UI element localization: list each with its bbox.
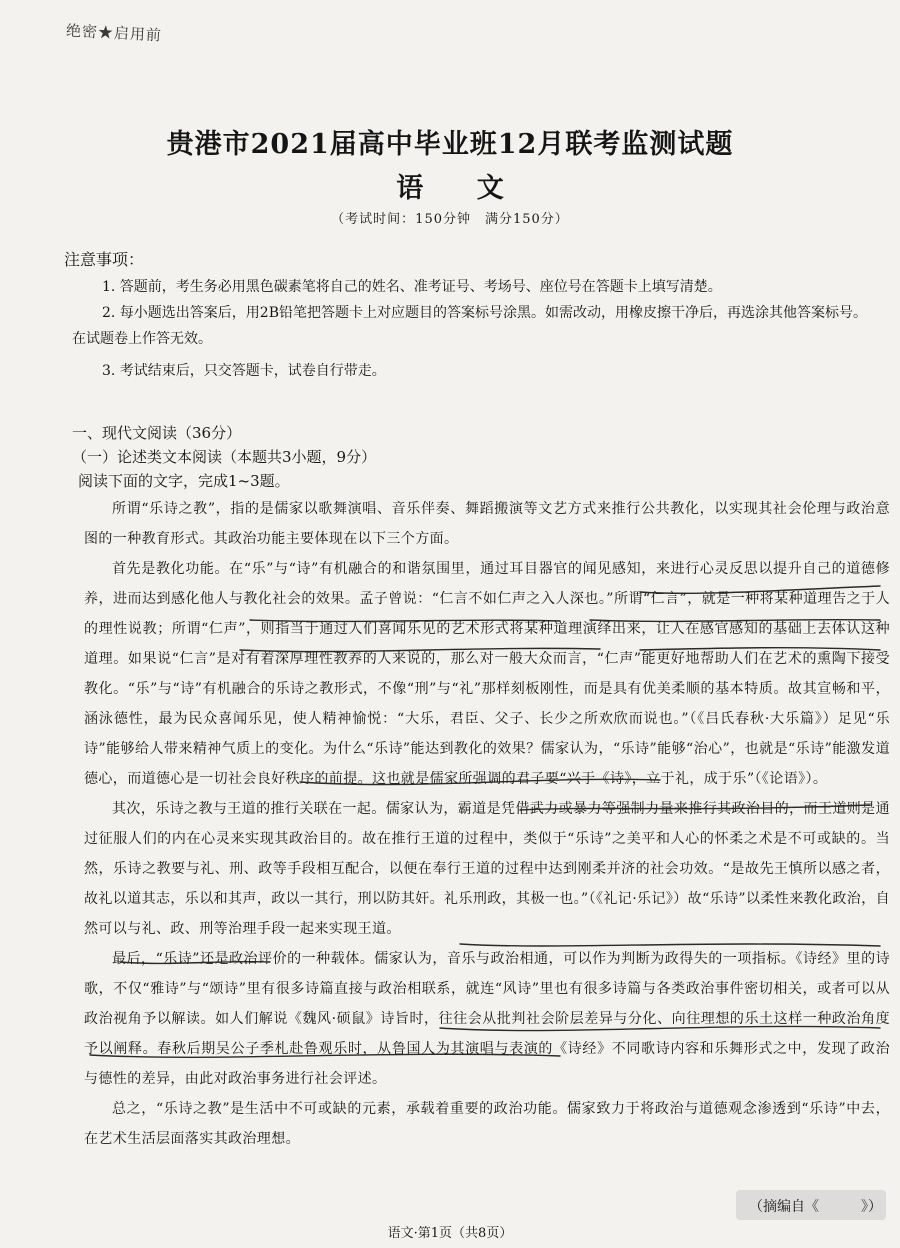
passage-paragraph-5: 总之，“乐诗之教”是生活中不可或缺的元素，承载着重要的政治功能。儒家致力于将政治与道德观念渗透到“乐诗”中去，在艺术生活层面落实其政治理想。 [84,1101,890,1147]
subsection-heading: （一）论述类文本阅读（本题共3小题，9分） [72,448,377,466]
underline-mark [240,648,600,651]
notice-item-1: 1. 答题前，考生务必用黑色碳素笔将自己的姓名、准考证号、考场号、座位号在答题卡上填写清楚。 [102,279,722,295]
passage-paragraph-2: 首先是教化功能。在“乐”与“诗”有机融合的和谐氛围里，通过耳目器官的闻见感知，来进行心灵反思以提升自己的道德修养，进而达到感化他人与教化社会的效果。孟子曾说：“仁言不如仁声之入人深也。”所谓“仁言”，就是一种将某种道理告之于人的理性说教；所谓“仁声”，则指当于通过人们喜闻乐见的艺术形式将某种道理演绎出来，让人在感官感知的基础上去体认这种道理。如果说“仁言”是对有着深厚理性教养的人来说的，那么对一般大众而言，“仁声”能更好地帮助人们在艺术的熏陶下接受教化。“乐”与“诗”有机融合的乐诗之教形式，不像“刑”与“礼”那样刻板刚性，而是具有优美柔顺的基本特质。故其宣畅和平，涵泳德性，最为民众喜闻乐见，使人精神愉悦：“大乐，君臣、父子、长少之所欢欣而说也。”（《吕氏春秋·大乐篇》）足见“乐诗”能够给人带来精神气质上的变化。为什么“乐诗”能达到教化的效果？儒家认为，“乐诗”能够“治心”，也就是“乐诗”能激发道德心，而道德心是一切社会良好秩序的前提。这也就是儒家所强调的君子要“兴于《诗》，立于礼，成于乐”（《论语》）。 [84,561,890,787]
underline-mark [440,1026,880,1030]
underline-mark [120,962,270,964]
reading-instruction: 阅读下面的文字，完成1~3题。 [78,472,290,490]
passage-paragraph-1: 所谓“乐诗之教”，指的是儒家以歌舞演唱、音乐伴奏、舞蹈搬演等文艺方式来推行公共教化，以实现其社会伦理与政治意图的一种教育形式。其政治功能主要体现在以下三个方面。 [84,501,890,547]
underline-mark [300,779,660,784]
underline-mark [640,586,880,593]
exam-title: 贵港市2021届高中毕业班12月联考监测试题 [166,129,734,160]
passage-paragraph-4: 最后，“乐诗”还是政治评价的一种载体。儒家认为，音乐与政治相通，可以作为判断为政得失的一项指标。《诗经》里的诗歌，不仅“雅诗”与“颂诗”里有很多诗篇直接与政治相联系，就连“风诗”里也有很多诗篇与各类政治事件密切相关，或者可以从政治视角予以解读。如人们解说《魏风·硕鼠》诗旨时，往往会从批判社会阶层差异与分化、向往理想的乐土这样一种政治角度予以阐释。春秋后期吴公子季札赴鲁观乐时，从鲁国人为其演唱与表演的《诗经》不同歌诗内容和乐舞形式之中，发现了政治与德性的差异，由此对政治事务进行社会评述。 [84,951,890,1087]
exam-info: （考试时间：150分钟 满分150分） [331,212,569,227]
notice-heading: 注意事项： [64,250,145,269]
page-footer: 语文·第1页（共8页） [387,1226,513,1241]
notice-item-3: 3. 考试结束后，只交答题卡，试卷自行带走。 [102,363,386,379]
underline-mark [460,944,880,946]
underline-mark [90,1054,560,1057]
subject-title: 语 文 [396,173,526,204]
notice-item-2: 2. 每小题选出答案后，用2B铅笔把答题卡上对应题目的答案标号涂黑。如需改动，用橡皮擦干净后，再选涂其他答案标号。在试题卷上作答无效。 [72,305,867,347]
underline-mark [250,620,560,621]
underline-mark [640,648,880,650]
passage-paragraph-3: 其次，乐诗之教与王道的推行关联在一起。儒家认为，霸道是凭借武力或暴力等强制力量来推行其政治目的，而王道则是通过征服人们的内在心灵来实现其政治目的。故在推行王道的过程中，类似于“乐诗”之美平和人心的怀柔之术是不可或缺的。当然，乐诗之教要与礼、刑、政等手段相互配合，以便在奉行王道的过程中达到刚柔并济的社会功效。“是故先王慎所以感之者，故礼以道其志，乐以和其声，政以一其行，刑以防其奸。礼乐刑政，其极一也。”（《礼记·乐记》）故“乐诗”以柔性来教化政治，自然可以与礼、政、刑等治理手段一起来实现王道。 [84,801,890,937]
underline-mark [520,805,870,810]
underline-mark [590,620,880,622]
source-note: （摘编自《 》） [749,1199,882,1215]
confidential-stamp: 绝密★启用前 [65,21,163,45]
section-heading: 一、现代文阅读（36分） [72,424,242,442]
